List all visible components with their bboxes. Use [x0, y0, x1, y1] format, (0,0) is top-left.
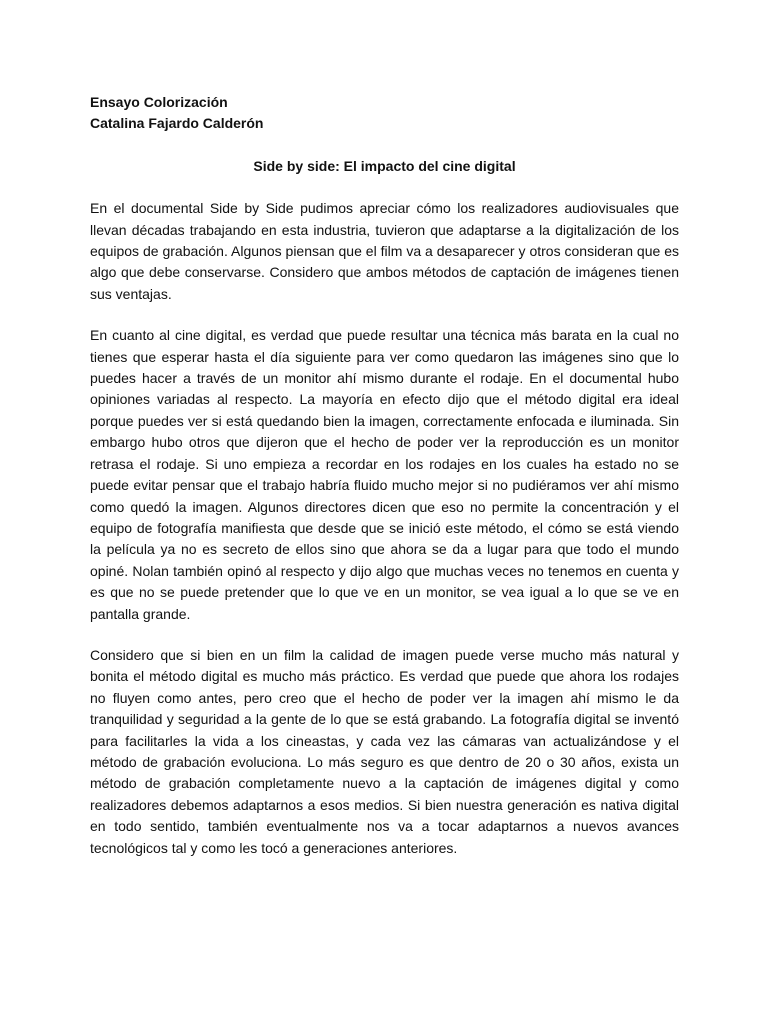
document-body [90, 92, 679, 879]
document-title: Side by side: El impacto del cine digital [253, 157, 516, 174]
paragraph-3: Considero que si bien en un film la calidad de imagen puede verse mucho más natural y bonita el método digital es mucho más práctico. Es verdad que puede que ahora los rodajes no fluyen como antes, pero creo que el hecho de poder ver la imagen ahí mismo le da tranquilidad y seguridad a la gente de lo que se está grabando. La fotografía digital se inventó para facilitarles la vida a los cineastas, y cada vez las cámaras van actualizándose y el método de grabación evoluciona. Lo más seguro es que dentro de 20 o 30 años, exista un método de grabación completamente nuevo a la captación de imágenes digital y como realizadores debemos adaptarnos a esos medios. Si bien nuestra generación es nativa digital en todo sentido, también eventualmente nos va a tocar adaptarnos a nuevos avances tecnológicos tal y como les tocó a generaciones anteriores. [90, 646, 679, 856]
author-name: Catalina Fajardo Calderón [90, 115, 264, 132]
paragraph-2: En cuanto al cine digital, es verdad que puede resultar una técnica más barata en la cual no tienes que esperar hasta el día siguiente para ver como quedaron las imágenes sino que lo puedes hacer a través de un monitor ahí mismo durante el rodaje. En el documental hubo opiniones variadas al respecto. La mayoría en efecto dijo que el método digital era ideal porque puedes ver si está quedando bien la imagen, correctamente enfocada e iluminada. Sin embargo hubo otros que dijeron que el hecho de poder ver la reproducción es un monitor retrasa el rodaje. Si uno empieza a recordar en los rodajes en los cuales ha estado no se puede evitar pensar que el trabajo habría fluido mucho mejor si no pudiéramos ver ahí mismo como quedó la imagen. Algunos directores dicen que eso no permite la concentración y el equipo de fotografía manifiesta que desde que se inició este método, el cómo se está viendo la película ya no es secreto de ellos sino que ahora se da a lugar para que todo el mundo opiné. Nolan también opinó al respecto y dijo algo que muchas veces no tenemos en cuenta y es que no se puede pretender que lo que ve en un monitor, se vea igual a lo que se ve en pantalla grande. [90, 327, 679, 622]
paragraph-1: En el documental Side by Side pudimos apreciar cómo los realizadores audiovisuales que llevan décadas trabajando en esta industria, tuvieron que adaptarse a la digitalización de los equipos de grabación. Algunos piensan que el film va a desaparecer y otros consideran que es algo que debe conservarse. Considero que ambos métodos de captación de imágenes tienen sus ventajas. [90, 200, 679, 302]
essay-type-heading: Ensayo Colorización [90, 94, 228, 110]
